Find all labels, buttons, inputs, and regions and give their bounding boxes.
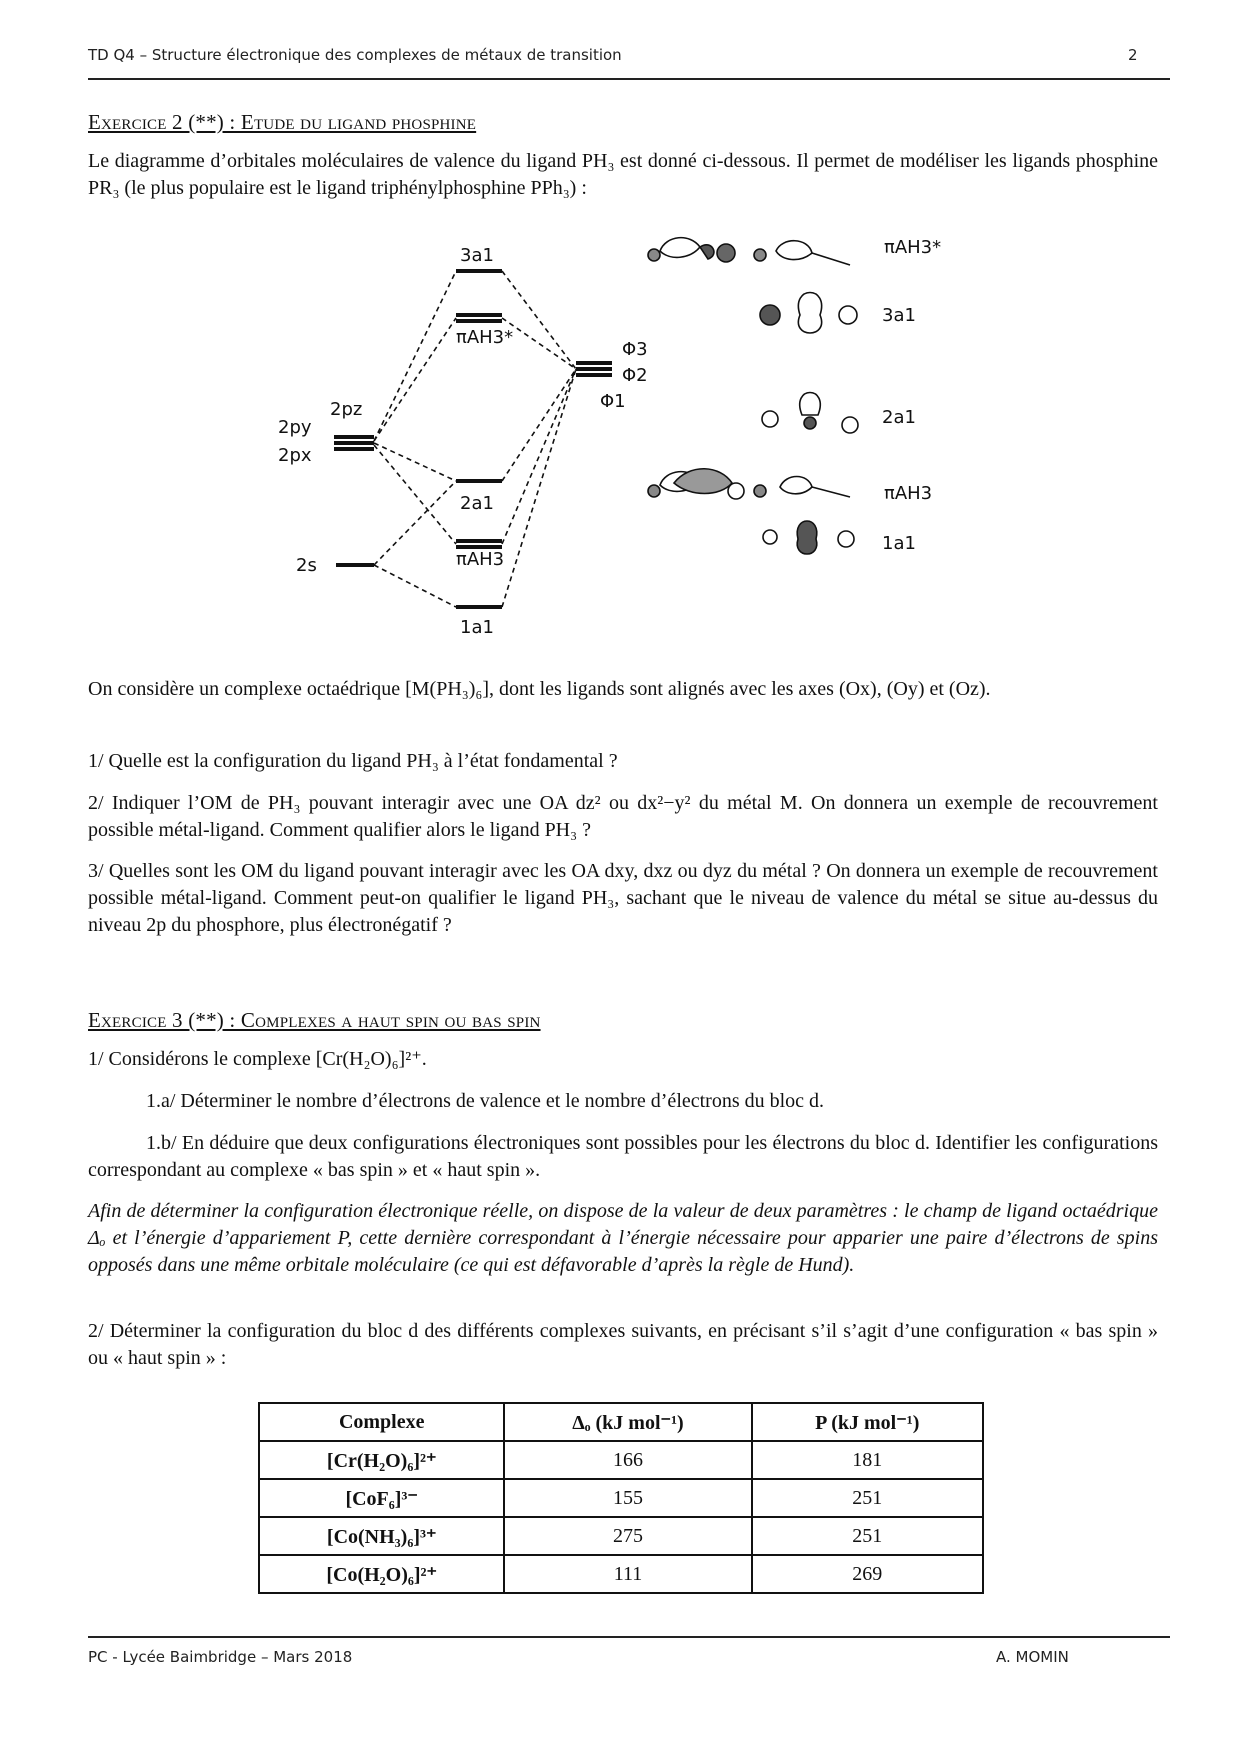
cell-complex: [CoF₆]³⁻	[259, 1479, 504, 1517]
label-phi2: Φ2	[622, 365, 648, 386]
table-row	[259, 1441, 983, 1479]
cell-delta: 166	[504, 1441, 751, 1479]
orbital-label-1a1: 1a1	[882, 533, 916, 554]
col-header-complexe: Complexe	[259, 1403, 504, 1441]
cell-delta: 275	[504, 1517, 751, 1555]
label-phi3: Φ3	[622, 339, 648, 360]
ex2-intro: Le diagramme d’orbitales moléculaires de valence du ligand PH₃ est donné ci-dessous. Il permet de modéliser les ligands phosphine PR₃ (le plus populaire est le ligand triphénylphosphine PPh₃) :	[88, 150, 1158, 199]
label-phi1: Φ1	[600, 391, 626, 412]
orbital-3a1	[760, 293, 857, 334]
cell-delta: 111	[504, 1555, 751, 1593]
header-rule	[88, 78, 1170, 80]
table-row	[259, 1517, 983, 1555]
orbital-pi-star-a	[648, 238, 735, 262]
complex-table	[258, 1402, 984, 1594]
orbital-1a1	[763, 521, 854, 554]
footer-rule	[88, 1636, 1170, 1638]
cell-p: 251	[752, 1517, 984, 1555]
table-header-row	[259, 1403, 983, 1441]
ex3-q1a: 1.a/ Déterminer le nombre d’électrons de valence et le nombre d’électrons du bloc d.	[146, 1090, 825, 1112]
ex3-note: Afin de déterminer la configuration électronique réelle, on dispose de la valeur de deux paramètres : le champ de ligand octaédrique Δₒ et l’énergie d’appariement P, cette dernière correspondant à l’énergie nécessaire pour apparier une paire d’électrons de spins opposés dans une même orbitale moléculaire (ce qui est défavorable d’après la règle de Hund).	[88, 1200, 1158, 1276]
label-2pz: 2pz	[330, 399, 363, 420]
ex3-q2: 2/ Déterminer la configuration du bloc d des différents complexes suivants, en précisant s’il s’agit d’une configuration « bas spin » ou « haut spin » :	[88, 1320, 1158, 1369]
cell-p: 251	[752, 1479, 984, 1517]
orbital-label-pi-star: πAH3*	[884, 237, 942, 258]
ex3-title: Exercice 3 (**) : Complexes a haut spin ou bas spin	[88, 1008, 541, 1032]
label-2px: 2px	[278, 445, 312, 466]
label-pi: πAH3	[456, 549, 505, 570]
label-2a1: 2a1	[460, 493, 494, 514]
ex3-q1b	[88, 1130, 1158, 1184]
label-2s: 2s	[296, 555, 317, 576]
page-number: 2	[1128, 46, 1138, 64]
label-3a1: 3a1	[460, 245, 494, 266]
ex2-title: Exercice 2 (**) : Etude du ligand phosphine	[88, 110, 477, 134]
table-row	[259, 1479, 983, 1517]
cell-delta: 155	[504, 1479, 751, 1517]
ex2-context: On considère un complexe octaédrique [M(PH₃)₆], dont les ligands sont alignés avec les axes (Ox), (Oy) et (Oz).	[88, 678, 991, 700]
orbital-label-3a1: 3a1	[882, 305, 916, 326]
orbital-2a1	[762, 393, 858, 434]
orbital-label-2a1: 2a1	[882, 407, 916, 428]
label-pi-star: πAH3*	[456, 327, 514, 348]
label-2py: 2py	[278, 417, 312, 438]
ex2-q1: 1/ Quelle est la configuration du ligand PH₃ à l’état fondamental ?	[88, 750, 618, 772]
ex3-q1: 1/ Considérons le complexe [Cr(H₂O)₆]²⁺.	[88, 1048, 427, 1070]
orbital-sketches	[648, 238, 858, 554]
mo-diagram	[270, 225, 970, 650]
ex2-q3: 3/ Quelles sont les OM du ligand pouvant interagir avec les OA dxy, dxz ou dyz du métal ? On donnera un exemple de recouvrement possible métal-ligand. Comment peut-on qualifier le ligand PH₃, sachant que le niveau de valence du métal se situe au-dessus du niveau 2p du phosphore, plus électronégatif ?	[88, 860, 1158, 936]
footer-right: A. MOMIN	[996, 1648, 1069, 1666]
ex2-q2: 2/ Indiquer l’OM de PH₃ pouvant interagir avec une OA dz² ou dx²−y² du métal M. On donnera un exemple de recouvrement possible métal-ligand. Comment qualifier alors le ligand PH₃ ?	[88, 792, 1158, 841]
col-header-delta: Δₒ (kJ mol⁻¹)	[504, 1403, 751, 1441]
cell-complex: [Co(NH₃)₆]³⁺	[259, 1517, 504, 1555]
cell-complex: [Co(H₂O)₆]²⁺	[259, 1555, 504, 1593]
header-title: TD Q4 – Structure électronique des complexes de métaux de transition	[88, 46, 622, 64]
table-row	[259, 1555, 983, 1593]
orbital-pi-b	[754, 477, 850, 498]
col-header-p: P (kJ mol⁻¹)	[752, 1403, 984, 1441]
cell-p: 181	[752, 1441, 984, 1479]
orbital-pi-star-b	[754, 241, 850, 265]
cell-p: 269	[752, 1555, 984, 1593]
orbital-pi-a	[648, 469, 744, 499]
ex3-q1b-text: 1.b/ En déduire que deux configurations électroniques sont possibles pour les électrons du bloc d. Identifier les configurations correspondant au complexe « bas spin » et « haut spin ».	[88, 1132, 1158, 1181]
orbital-label-pi: πAH3	[884, 483, 933, 504]
label-1a1: 1a1	[460, 617, 494, 638]
cell-complex: [Cr(H₂O)₆]²⁺	[259, 1441, 504, 1479]
footer-left: PC - Lycée Baimbridge – Mars 2018	[88, 1648, 353, 1666]
